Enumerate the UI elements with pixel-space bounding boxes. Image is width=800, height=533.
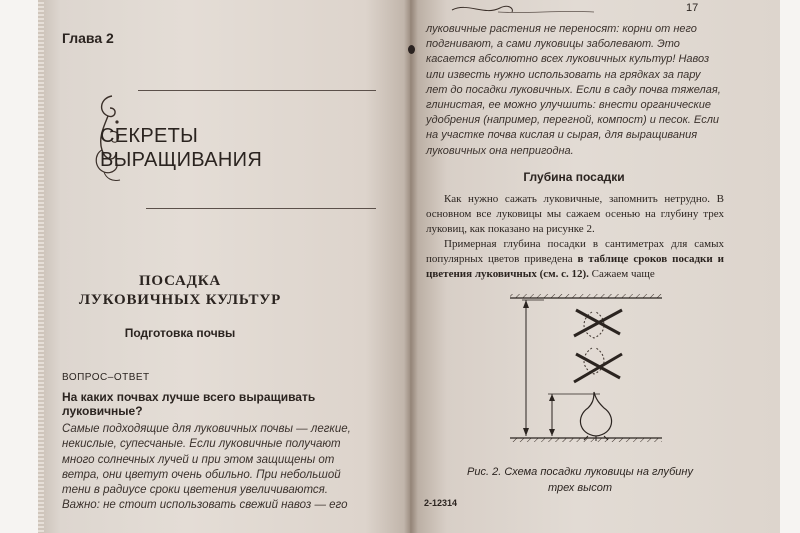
section-heading-line-1: ПОСАДКА — [138, 273, 222, 289]
question-text: На каких почвах лучше всего выращивать луковичные? — [62, 390, 316, 418]
print-code: 2-12314 — [424, 498, 458, 508]
page-edges — [38, 0, 44, 533]
page-number: 17 — [686, 2, 699, 14]
paragraph-2-start: Примерная глубина посадки в сантиметрах для самых популярных цветов приведена — [426, 238, 724, 265]
ground-surface — [510, 294, 662, 298]
chapter-title-line-2: ВЫРАЩИВАНИЯ — [100, 149, 263, 171]
planting-depth-diagram — [504, 288, 674, 448]
subsection-heading: Подготовка почвы — [124, 326, 236, 340]
title-bottom-rule — [146, 208, 376, 209]
binding-hole — [408, 45, 415, 54]
body-text — [426, 192, 724, 282]
figure-caption — [460, 464, 700, 496]
header-ornament-icon — [448, 0, 598, 20]
chapter-title — [100, 124, 262, 172]
depth-heading: Глубина посадки — [523, 170, 625, 184]
figure-caption-line-1: Рис. 2. Схема посадки луковицы на глубину — [467, 466, 693, 478]
bulb-icon — [580, 392, 611, 436]
title-top-rule — [138, 90, 376, 91]
table-reference: в таблице сроков посадки и цветения луковичных (см. с. 12). — [426, 253, 724, 280]
chapter-label: Глава 2 — [62, 30, 114, 46]
paragraph-2 — [426, 237, 724, 282]
paragraph-2-end: Сажаем чаще — [588, 268, 655, 280]
continued-text: луковичные растения не переносят: корни от него подгнивают, а сами луковицы заболевают. Это касается абсолютно всех луковичных культур! Навоз или известь нужно использовать на грядках за пару лет до посадки луковичных. Если в саду почва тяжелая, глинистая, ее можно улучшить: внести органические удобрения (например, перегной, компост) и песок. Если на участке почва кислая и сырая, для выращивания луковичных она непригодна. — [426, 23, 721, 157]
chapter-title-line-1: СЕКРЕТЫ — [100, 125, 199, 147]
figure-caption-line-2: трех высот — [548, 482, 612, 494]
section-heading-line-2: ЛУКОВИЧНЫХ КУЛЬТУР — [78, 292, 282, 308]
answer-text: Самые подходящие для луковичных почвы — легкие, некислые, супесчаные. Если луковичные получают много солнечных лучей и при этом защищены от ветра, они цветут очень обильно. При небольшой тени в радиусе сроки цветения увеличиваются. Важно: не стоит использовать свежий навоз — его — [62, 423, 351, 512]
book-gutter — [404, 0, 418, 533]
qa-label: ВОПРОС–ОТВЕТ — [62, 372, 150, 383]
section-heading — [60, 272, 300, 310]
paragraph-1: Как нужно сажать луковичные, запомнить нетрудно. В основном все луковицы мы сажаем осенью на глубину трех луковиц, как показано на рисунке 2. — [426, 193, 724, 235]
